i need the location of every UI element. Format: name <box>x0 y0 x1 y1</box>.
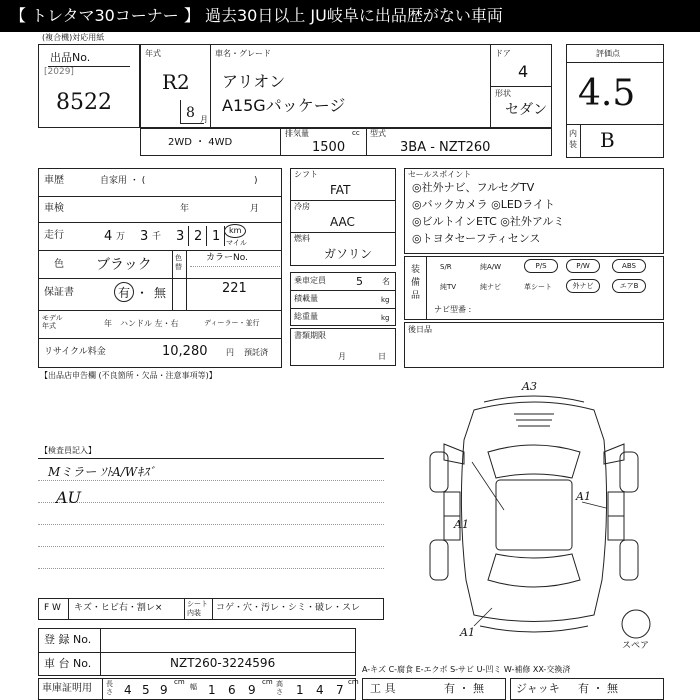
diagram-left-mark: A1 <box>454 518 469 531</box>
sales-point-3: ◎ビルトインETC ◎社外アルミ <box>412 215 565 228</box>
after-label: 後日品 <box>408 325 432 334</box>
displacement-value: 1500 <box>312 140 346 155</box>
warranty-label: 保証書 <box>44 287 74 298</box>
mileage-sen: 3 <box>140 229 149 244</box>
interior-value: B <box>600 128 615 152</box>
jack-value: 有 ・ 無 <box>578 682 618 695</box>
mileage-man: 4 <box>104 229 113 244</box>
model-code-label: 型式 <box>370 129 386 138</box>
seller-note-label: 【出品店申告欄 (不良箇所・欠品・注意事項等)】 <box>40 371 217 380</box>
car-model: アリオン <box>222 72 286 91</box>
aircon-label: 冷房 <box>294 202 310 211</box>
recycle-label: リサイクル料金 <box>44 347 106 357</box>
inspector-label: 【検査員記入】 <box>40 446 96 455</box>
year-label: 年式 <box>145 49 161 58</box>
model-year-label: モデル年式 <box>42 314 63 330</box>
lot-code: [2029] <box>44 67 74 77</box>
color-value: ブラック <box>96 257 152 273</box>
history-value: 自家用 ・ ( <box>100 176 146 186</box>
after-box <box>404 322 664 368</box>
diagram-right-mark: A1 <box>576 490 591 503</box>
jack-label: ジャッキ <box>516 682 560 695</box>
sales-point-4: ◎トヨタセーフティセンス <box>412 232 541 245</box>
equip-pw: P/W <box>566 259 600 273</box>
doors-value: 4 <box>518 62 529 81</box>
interior-label: 内装 <box>569 129 577 149</box>
diagram-bottom-mark: A1 <box>460 626 475 639</box>
model-code-value: 3BA - NZT260 <box>400 140 491 155</box>
displacement-label: 排気量 <box>285 129 309 138</box>
equip-airbag: エアB <box>612 279 646 293</box>
doc-period-label: 書類期限 <box>294 331 326 340</box>
tools-value: 有 ・ 無 <box>444 682 484 695</box>
diagram-front-mark: A3 <box>522 380 537 393</box>
history-label: 車歴 <box>44 175 64 186</box>
load-label: 積載量 <box>294 294 318 303</box>
sales-point-2: ◎バックカメラ ◎LEDライト <box>412 198 555 211</box>
doors-label: ドア <box>495 49 511 58</box>
damage-legend: A-キズ C-腐食 E-エクボ S-サビ U-凹ミ W-補修 XX-交換済 <box>362 665 571 674</box>
year-month: 8 <box>186 105 195 121</box>
capacity-label: 乗車定員 <box>294 276 326 285</box>
car-diagram <box>404 380 664 640</box>
grade-score: 4.5 <box>578 73 636 114</box>
fw-text: キズ・ヒビ右・割レ× <box>74 603 163 613</box>
sales-label: セールスポイント <box>408 170 472 179</box>
year-value: R2 <box>162 70 190 94</box>
car-grade: A15Gパッケージ <box>222 96 346 115</box>
shift-value: FAT <box>330 183 351 197</box>
name-label: 車名・グレード <box>215 49 271 58</box>
lot-number: 8522 <box>56 90 112 115</box>
fw-seat: シート内装 <box>187 600 208 617</box>
color-code-label: カラーNo. <box>206 253 248 263</box>
fuel-value: ガソリン <box>324 247 373 261</box>
color-label: 色 <box>54 259 64 270</box>
equip-abs: ABS <box>612 259 646 273</box>
recycle-note: 預託済 <box>244 348 268 357</box>
drive-type: 2WD ・ 4WD <box>168 137 233 148</box>
tools-label: 工 具 <box>370 682 396 695</box>
inspector-note-1: Mミラー ｿﾄA/Wｷｽﾞ <box>48 465 156 479</box>
fuel-label: 燃料 <box>294 234 310 243</box>
inspector-note-2: AU <box>56 488 82 507</box>
body-label: 形状 <box>495 89 511 98</box>
capacity-value: 5 <box>356 275 363 288</box>
top-note: (複合機)対応用紙 <box>42 33 105 42</box>
navi-model-label: ナビ型番 : <box>434 305 472 314</box>
recycle-value: 10,280 <box>162 344 208 359</box>
equip-ps: P/S <box>524 259 558 273</box>
inspection-label: 車検 <box>44 203 64 214</box>
aircon-value: AAC <box>330 215 355 229</box>
header-banner: 【 トレタマ30コーナー 】 過去30日以上 JU岐阜に出品歴がない車両 <box>0 0 700 32</box>
sales-point-1: ◎社外ナビ、フルセグTV <box>412 181 535 194</box>
mileage-label: 走行 <box>44 230 64 241</box>
spare-label: スペア <box>622 641 650 651</box>
color-change: 色替 <box>175 254 182 271</box>
weight-label: 総重量 <box>294 312 318 321</box>
fw-label: F W <box>44 603 61 613</box>
reg-label: 登 録 No. <box>44 633 92 646</box>
shift-label: シフト <box>294 170 318 179</box>
chassis-value: NZT260-3224596 <box>170 656 276 670</box>
grade-label: 評価点 <box>596 49 620 58</box>
body-value: セダン <box>505 102 548 118</box>
cert-label: 車庫証明用 <box>42 683 92 694</box>
lot-label: 出品No. <box>50 51 91 64</box>
fw-text2: コゲ・穴・汚レ・シミ・破レ・スレ <box>216 603 361 613</box>
chassis-label: 車 台 No. <box>44 657 92 670</box>
warranty-value: 有・無 <box>118 286 173 300</box>
equipment-label: 装備品 <box>411 265 421 301</box>
equip-navi: 外ナビ <box>566 279 600 293</box>
color-code: 221 <box>222 281 247 296</box>
